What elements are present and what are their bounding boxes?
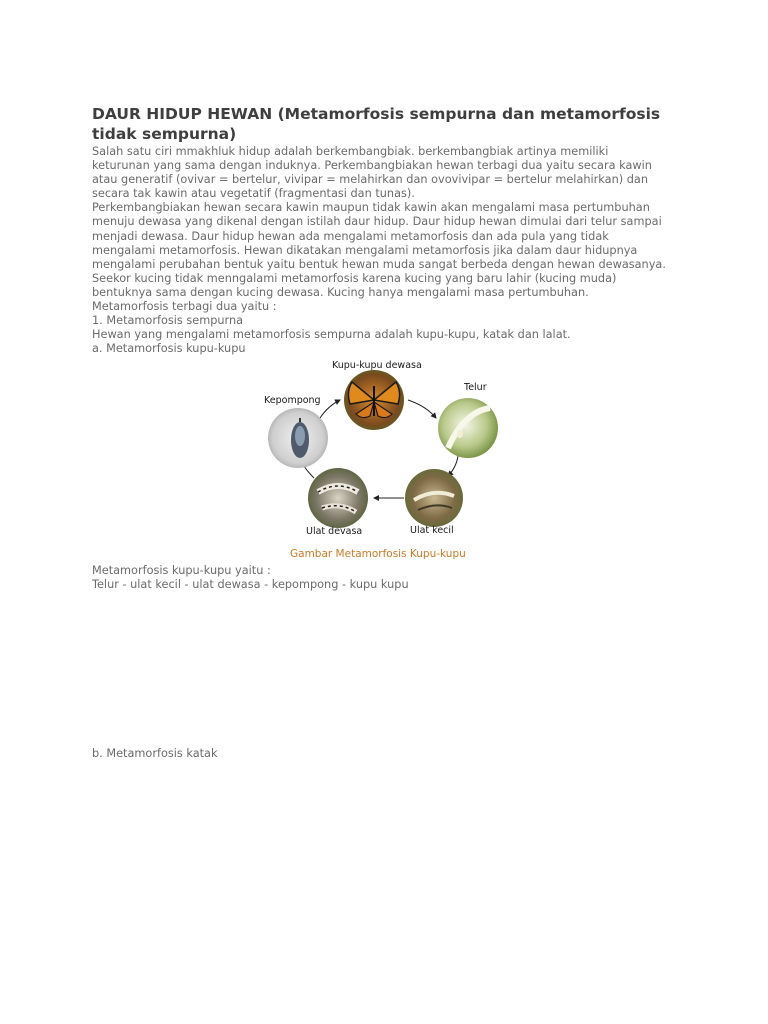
label-big-larva: Ulat devasa: [306, 526, 363, 537]
document-title: DAUR HIDUP HEWAN (Metamorfosis sempurna dan metamorfosis tidak sempurna): [92, 105, 661, 143]
small-larva-image: [405, 469, 463, 527]
arrow-adult-to-egg: [408, 400, 436, 418]
label-small-larva: Ulat kecil: [410, 525, 454, 536]
label-pupa: Kepompong: [264, 395, 321, 406]
label-adult-butterfly: Kupu-kupu dewasa: [332, 360, 422, 371]
paragraph-complete-examples: Hewan yang mengalami metamorfosis sempurna adalah kupu-kupu, katak dan lalat.: [92, 328, 571, 342]
paragraph-metamorphosis-types: Metamorfosis terbagi dua yaitu :: [92, 300, 277, 314]
label-egg: Telur: [464, 382, 487, 393]
egg-image: [438, 398, 498, 458]
section-frog: [92, 747, 218, 761]
arrow-egg-to-small: [448, 456, 458, 476]
list-item-complete-metamorphosis: 1. Metamorfosis sempurna: [92, 314, 244, 328]
sub-item-frog: b. Metamorfosis katak: [92, 747, 218, 760]
big-larva-image: [308, 468, 368, 528]
paragraph-butterfly-sequence-intro: Metamorfosis kupu-kupu yaitu :: [92, 564, 271, 577]
butterfly-lifecycle-figure: [258, 352, 510, 564]
paragraph-reproduction: Salah satu ciri mmakhluk hidup adalah berkembangbiak. berkembangbiak artinya memiliki keturunan yang sama dengan induknya. Perkembangbiakan hewan terbagi dua yaitu secara kawin atau generatif (ovivar = bertelur, vivipar = melahirkan dan ovovivipar = bertelur melahirkan) dan secara tak kawin atau vegetatif (fragmentasi dan tunas).: [92, 145, 652, 201]
paragraph-life-cycle: Perkembangbiakan hewan secara kawin maupun tidak kawin akan mengalami masa pertumbuhan menuju dewasa yang dikenal dengan istilah daur hidup. Daur hidup hewan dimulai dari telur sampai menjadi dewasa. Daur hidup hewan ada mengalami metamorfosis dan ada pula yang tidak mengalami metamorfosis. Hewan dikatakan mengalami metamorfosis jika dalam daur hidupnya mengalami perubahan bentuk yaitu bentuk hewan muda sangat berbeda dengan hewan dewasanya. Seekor kucing tidak menngalami metamorfosis karena kucing yang baru lahir (kucing muda) bentuknya sama dengan kucing dewasa. Kucing hanya mengalami masa pertumbuhan.: [92, 201, 666, 299]
butterfly-adult-image: [344, 370, 404, 430]
sub-item-butterfly: a. Metamorfosis kupu-kupu: [92, 342, 246, 356]
pupa-image: [268, 408, 328, 468]
paragraph-butterfly-sequence: Telur - ulat kecil - ulat dewasa - kepompong - kupu kupu: [92, 578, 409, 592]
figure-caption: Gambar Metamorfosis Kupu-kupu: [290, 548, 466, 560]
after-figure-text: [92, 564, 692, 592]
arrow-pupa-to-adult: [320, 400, 340, 418]
document-body: [92, 104, 692, 356]
